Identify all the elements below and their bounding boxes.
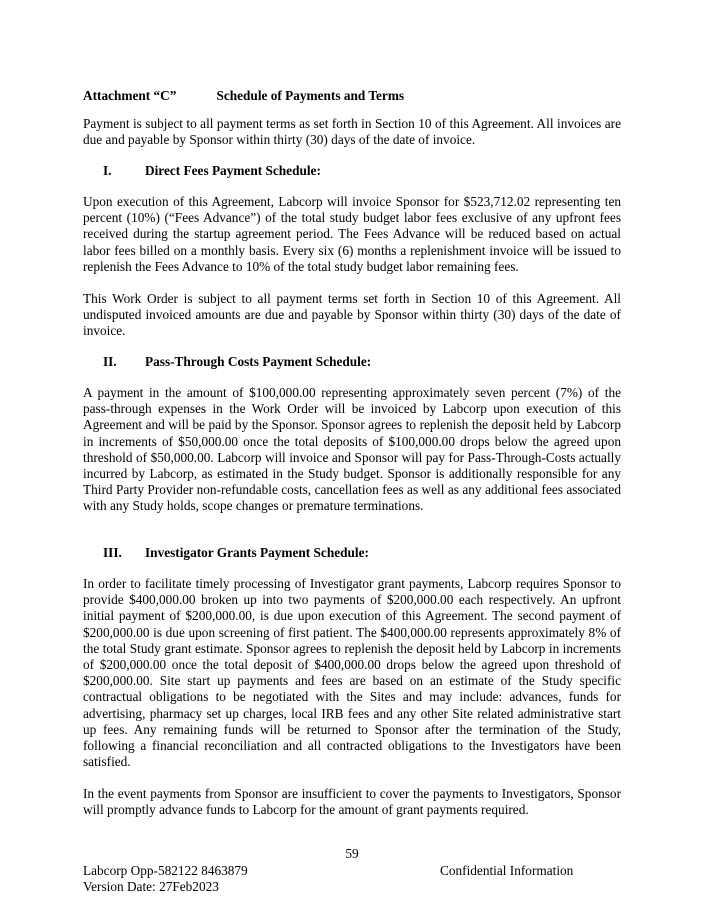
section-title: Investigator Grants Payment Schedule:: [145, 545, 369, 560]
attachment-label: Attachment “C”: [83, 88, 177, 103]
section-heading-1: [103, 163, 321, 179]
section-heading-2: [103, 354, 371, 370]
section-2-paragraph-1: A payment in the amount of $100,000.00 representing approximately seven percent (7%) of the pass-through expenses in the Work Order will be invoiced by Labcorp upon execution of this Agreement and will be paid by the Sponsor. Sponsor agrees to replenish the deposit held by Labcorp in increments of $50,000.00 once the total deposits of $100,000.00 drops below the agreed upon threshold of $50,000.00. Labcorp will invoice and Sponsor will pay for Pass-Through-Costs actually incurred by Labcorp, as estimated in the Study budget. Sponsor is additionally responsible for any Third Party Provider non-refundable costs, cancellation fees as well as any additional fees associated with any Study holds, scope changes or premature terminations.: [83, 385, 621, 514]
section-1-paragraph-1: Upon execution of this Agreement, Labcorp will invoice Sponsor for $523,712.02 representing ten percent (10%) (“Fees Advance”) of the total study budget labor fees exclusive of any upfront fees received during the startup agreement period. The Fees Advance will be reduced based on actual labor fees billed on a monthly basis. Every six (6) months a replenishment invoice will be issued to replenish the Fees Advance to 10% of the total study budget labor remaining fees.: [83, 194, 621, 274]
section-title: Pass-Through Costs Payment Schedule:: [145, 354, 372, 369]
section-number: II.: [103, 354, 117, 369]
section-1-paragraph-2: This Work Order is subject to all payment terms set forth in Section 10 of this Agreement. All undisputed invoiced amounts are due and payable by Sponsor within thirty (30) days of the date of invoice.: [83, 291, 621, 339]
section-3-paragraph-2: In the event payments from Sponsor are insufficient to cover the payments to Investigators, Sponsor will promptly advance funds to Labcorp for the amount of grant payments required.: [83, 786, 621, 818]
section-heading-3: [103, 545, 369, 561]
intro-paragraph: Payment is subject to all payment terms as set forth in Section 10 of this Agreement. All invoices are due and payable by Sponsor within thirty (30) days of the date of invoice.: [83, 116, 621, 148]
footer-confidential: Confidential Information: [440, 863, 574, 878]
footer-doc-id: Labcorp Opp-582122 8463879: [83, 863, 248, 878]
section-number: I.: [103, 163, 112, 178]
attachment-heading: Schedule of Payments and Terms: [216, 88, 405, 103]
section-title: Direct Fees Payment Schedule:: [145, 163, 321, 178]
section-number: III.: [103, 545, 122, 560]
attachment-title: [83, 88, 404, 104]
footer-version-date: Version Date: 27Feb2023: [83, 879, 219, 894]
page-number: 59: [345, 846, 359, 861]
section-3-paragraph-1: In order to facilitate timely processing of Investigator grant payments, Labcorp requires Sponsor to provide $400,000.00 broken up into two payments of $200,000.00 each respectively. An upfront initial payment of $200,000.00, is due upon execution of this Agreement. The second payment of $200,000.00 is due upon screening of first patient. The $400,000.00 represents approximately 8% of the total Study grant estimate. Sponsor agrees to replenish the deposit held by Labcorp in increments of $200,000.00 once the total deposit of $400,000.00 drops below the agreed upon threshold of $200,000.00. Site start up payments and fees are based on an estimate of the Study specific contractual obligations to be negotiated with the Sites and may include: advances, funds for advertising, pharmacy set up charges, local IRB fees and any other Site related administrative start up fees. Any remaining funds will be returned to Sponsor after the termination of the Study, following a financial reconciliation and all contracted obligations to the Investigators have been satisfied.: [83, 576, 621, 770]
